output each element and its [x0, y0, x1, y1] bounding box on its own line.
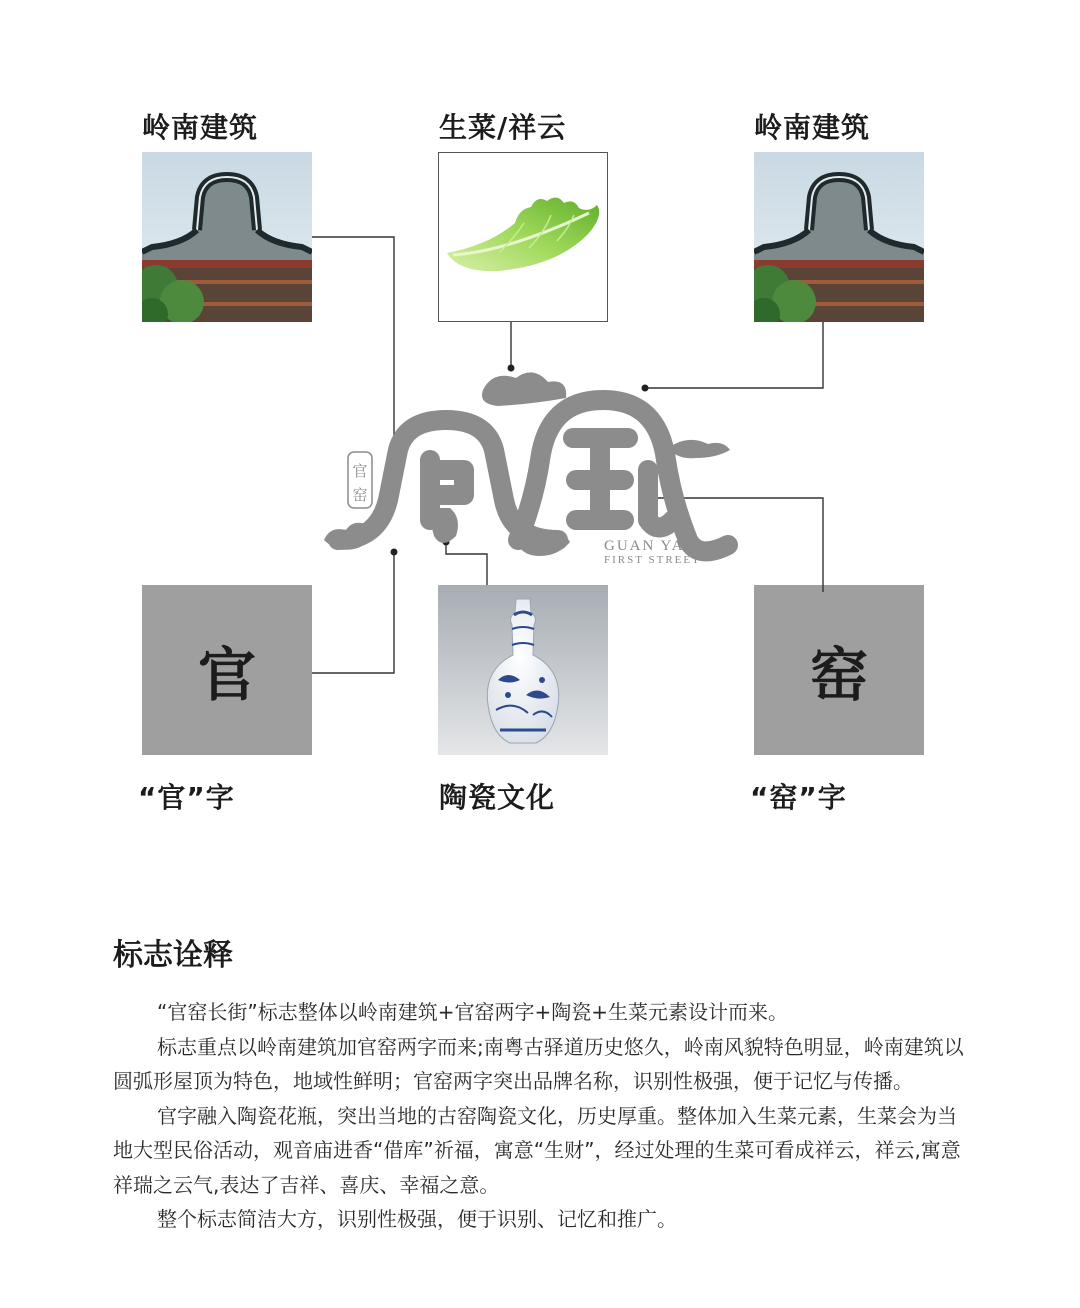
logo-seal-guan: 官: [352, 462, 368, 480]
logo-description: [113, 995, 973, 1237]
label-lingnan-architecture-left: 岭南建筑: [142, 111, 259, 144]
guan-character: 官: [197, 641, 256, 709]
description-paragraph-4: 整个标志简洁大方，识别性极强，便于识别、记忆和推广。: [157, 1207, 677, 1231]
logo-english-line2: FIRST STREET: [604, 554, 701, 566]
label-lettuce-cloud: 生菜/祥云: [439, 111, 567, 144]
yao-character: 窑: [809, 641, 868, 709]
section-title: 标志诠释: [113, 938, 233, 973]
description-paragraph-2: 标志重点以岭南建筑加官窑两字而来;南粤古驿道历史悠久，岭南风貌特色明显，岭南建筑以圆弧形屋顶为特色，地域性鲜明；官窑两字突出品牌名称，识别性极强，便于记忆与传播。: [113, 1034, 964, 1093]
label-lingnan-architecture-right: 岭南建筑: [754, 111, 871, 144]
logo-english-line1: GUAN YAO: [604, 538, 698, 554]
logo-seal-yao: 窑: [352, 486, 368, 504]
description-paragraph-1: “官窑长街”标志整体以岭南建筑+官窑两字+陶瓷+生菜元素设计而来。: [157, 1000, 788, 1024]
guanyao-logo: [318, 360, 748, 580]
label-guan-character: “官”字: [138, 781, 235, 814]
label-ceramic-culture: 陶瓷文化: [439, 781, 556, 814]
label-yao-character: “窑”字: [750, 781, 847, 814]
description-paragraph-3: 官字融入陶瓷花瓶，突出当地的古窑陶瓷文化，历史厚重。整体加入生菜元素，生菜会为当地大型民俗活动，观音庙进香“借库”祈福，寓意“生财”，经过处理的生菜可看成祥云，祥云,寓意祥瑞之云气,表达了吉祥、喜庆、幸福之意。: [113, 1103, 961, 1197]
